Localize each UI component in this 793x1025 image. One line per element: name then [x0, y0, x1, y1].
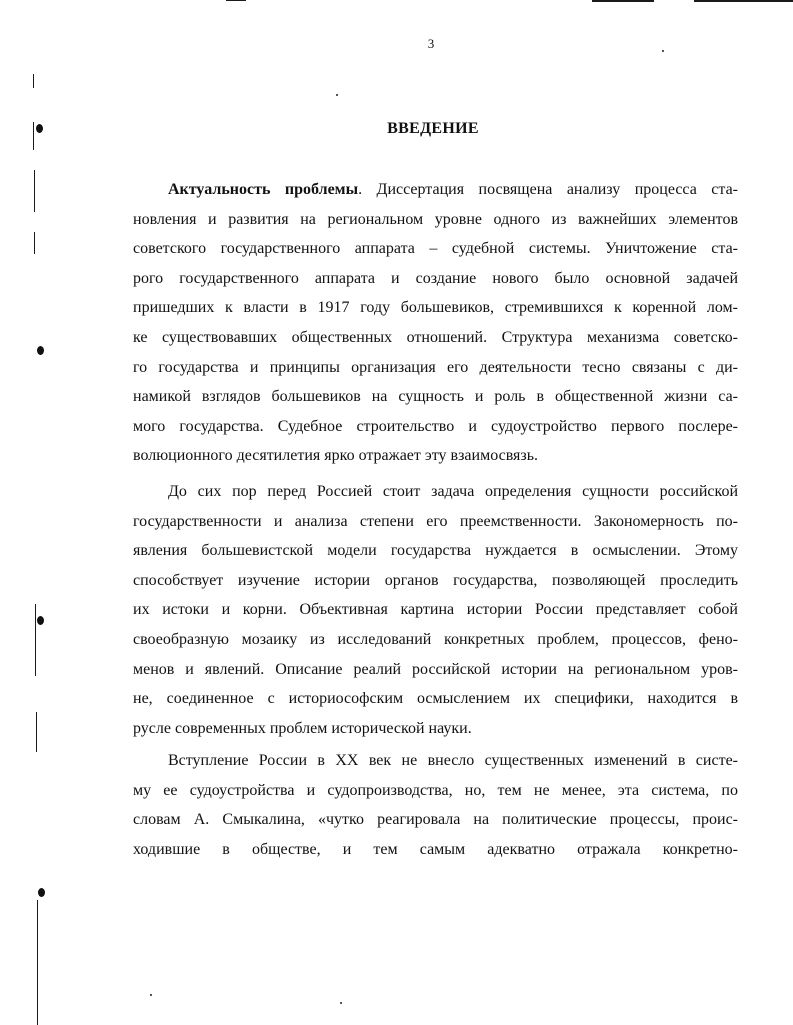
scan-speck: [340, 1002, 342, 1004]
text-line: новления и развития на региональном уровне одного из важнейших элементов: [133, 210, 738, 228]
text-line: мого государства. Судебное строительство и судоустройство первого послере-: [133, 417, 738, 435]
text-line: русле современных проблем исторической науки.: [133, 719, 472, 737]
text-line: волюционного десятилетия ярко отражает эту взаимосвязь.: [133, 447, 539, 465]
punch-hole-mark: [38, 888, 45, 897]
text-line: намикой взглядов большевиков на сущность и роль в общественной жизни са-: [133, 388, 738, 406]
page-number: 3: [427, 36, 435, 51]
scan-line-top-right-2: [694, 0, 793, 2]
text-line: явления большевистской модели государства нуждается в осмыслении. Этому: [133, 542, 738, 560]
text-line: не, соединенное с историософским осмыслением их специфики, находится в: [133, 690, 738, 708]
lead-phrase: Актуальность проблемы: [168, 181, 359, 198]
text-line: рого государственного аппарата и создание нового было основной задачей: [133, 269, 738, 287]
scan-speck: [150, 994, 152, 996]
scan-margin-line: [34, 170, 35, 212]
text-line: го государства и принципы организация его деятельности тесно связаны с ди-: [133, 358, 738, 376]
text-line: менов и явлений. Описание реалий российской истории на региональном уров-: [133, 660, 738, 678]
text-line: пришедших к власти в 1917 году большевиков, стремившихся к коренной лом-: [133, 299, 738, 317]
text-line: Вступление России в XX век не внесло существенных изменений в систе-: [168, 752, 738, 769]
paragraph-2: [133, 477, 738, 743]
scan-speck: [336, 94, 338, 96]
paragraph-3: [133, 746, 738, 864]
text-line: их истоки и корни. Объективная картина истории России представляет собой: [133, 601, 738, 619]
scan-margin-line: [34, 232, 35, 254]
text-line: му ее судоустройства и судопроизводства, но, тем не менее, эта система, по: [133, 781, 738, 799]
scan-margin-line: [37, 900, 38, 1025]
text-line: советского государственного аппарата – судебной системы. Уничтожение ста-: [133, 240, 738, 258]
text-line: Актуальность проблемы. Диссертация посвящена анализу процесса ста-: [168, 181, 738, 198]
punch-hole-mark: [37, 616, 44, 625]
section-heading: ВВЕДЕНИЕ: [387, 120, 479, 137]
text-line: ходившие в обществе, и тем самым адекватно отражала конкретно-: [133, 840, 738, 858]
scan-margin-line: [33, 74, 34, 88]
punch-hole-mark: [37, 346, 44, 355]
scan-line-top-right-1: [592, 0, 654, 2]
paragraph-1: [133, 175, 738, 471]
scan-margin-line: [36, 712, 37, 752]
text-line: государственности и анализа степени его преемственности. Закономерность по-: [133, 512, 738, 530]
text-line: До сих пор перед Россией стоит задача определения сущности российской: [168, 483, 738, 500]
scan-line-top: [226, 0, 246, 1]
text-line: словам А. Смыкалина, «чутко реагировала на политические процессы, проис-: [133, 811, 738, 829]
scan-margin-line: [35, 604, 36, 676]
text-line: ке существовавших общественных отношений. Структура механизма советско-: [133, 328, 738, 346]
text-line: своеобразную мозаику из исследований конкретных проблем, процессов, фено-: [133, 630, 738, 648]
text-line: способствует изучение истории органов государства, позволяющей проследить: [133, 571, 738, 589]
